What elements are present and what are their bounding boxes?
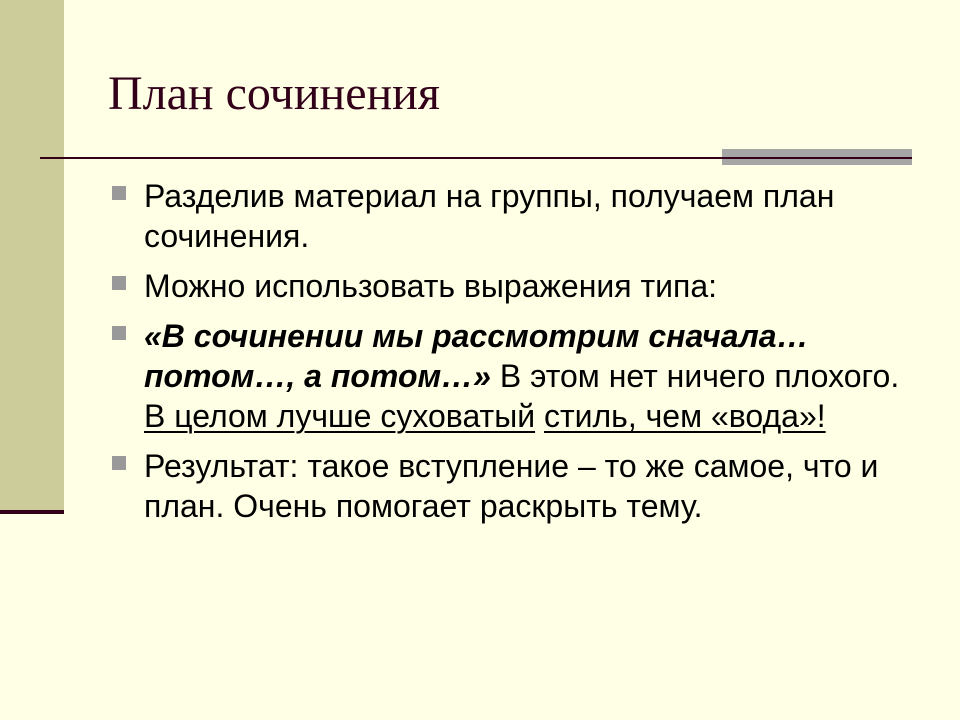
bullet-quote: «В сочинении мы рассмотрим сначала… потом…, а потом…» (144, 318, 809, 394)
bullet-underlined-text: стиль, чем «вода»! (543, 398, 826, 434)
bullet-item (108, 266, 908, 306)
square-bullet-icon (112, 186, 126, 200)
bullet-item (108, 446, 908, 526)
bullet-text: Результат: такое вступление – то же самое, что и план. Очень помогает раскрыть тему. (144, 448, 879, 524)
slide-title: План сочинения (108, 67, 440, 120)
bullet-space (535, 398, 544, 434)
square-bullet-icon (112, 276, 126, 290)
bullet-text: Разделив материал на группы, получаем план сочинения. (144, 178, 835, 254)
bullet-item (108, 176, 908, 256)
sidebar-bottom-line (0, 510, 64, 514)
bullet-underlined-text: В целом лучше суховатый (144, 398, 536, 434)
sidebar-decoration (0, 0, 64, 512)
bullet-item (108, 316, 908, 436)
bullet-text: В этом нет ничего плохого. (490, 358, 900, 394)
title-rule-accent-line (722, 157, 912, 159)
square-bullet-icon (112, 326, 126, 340)
bullet-text: Можно использовать выражения типа: (144, 268, 718, 304)
bullet-list (108, 176, 908, 536)
square-bullet-icon (112, 456, 126, 470)
